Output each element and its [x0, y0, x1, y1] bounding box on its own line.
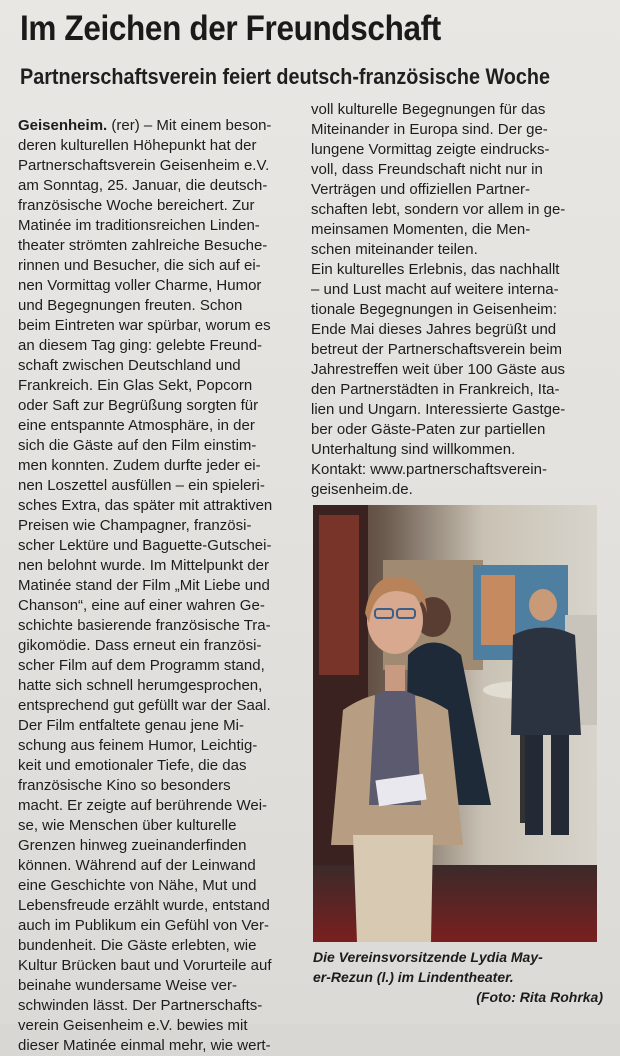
article-column-left: [18, 116, 306, 1056]
column-line: verein Geisenheim e.V. bewies mit: [18, 1017, 248, 1034]
column-line: den Partnerstädten in Frankreich, Ita-: [311, 381, 560, 398]
column-line: Miteinander in Europa sind. Der ge-: [311, 121, 548, 138]
column-line: dieser Matinée einmal mehr, wie wert-: [18, 1037, 271, 1054]
column-line: Grenzen hinweg zueinanderfinden: [18, 837, 247, 854]
subheadline: Partnerschaftsverein feiert deutsch-französische Woche: [20, 64, 551, 89]
column-line: scher Film auf dem Programm stand,: [18, 657, 265, 674]
column-line: schichte basierende französische Tra-: [18, 617, 271, 634]
column-line: Preisen wie Champagner, französi-: [18, 517, 252, 534]
column-line: men konnten. Zudem durfte jeder ei-: [18, 457, 261, 474]
column-line: Kontakt: www.partnerschaftsverein-: [311, 461, 547, 478]
caption-line: er-Rezun (l.) im Lindentheater.: [313, 969, 514, 985]
column-line: [18, 116, 306, 136]
column-line: nen belohnt wurde. Im Mittelpunkt der: [18, 557, 269, 574]
column-line: se, wie Menschen über kulturelle: [18, 817, 237, 834]
column-line: – und Lust macht auf weitere interna-: [311, 281, 559, 298]
column-line: nen Vormittag voller Charme, Humor: [18, 277, 262, 294]
column-line: Der Film entfaltete genau jene Mi-: [18, 717, 244, 734]
column-line: Ein kulturelles Erlebnis, das nachhallt: [311, 261, 560, 278]
column-line: schung aus feinem Humor, Leichtig-: [18, 737, 258, 754]
column-line: schwinden lässt. Der Partnerschafts-: [18, 997, 263, 1014]
column-line: betreut der Partnerschaftsverein beim: [311, 341, 562, 358]
column-line: sich die Gäste auf den Film einstim-: [18, 437, 257, 454]
column-line: am Sonntag, 25. Januar, die deutsch-: [18, 177, 268, 194]
article-column-right: [311, 100, 605, 500]
dateline: Geisenheim.: [18, 117, 108, 134]
column-line: geisenheim.de.: [311, 481, 413, 498]
right-column-lines: [311, 100, 605, 500]
column-line: auch im Publikum ein Gefühl von Ver-: [18, 917, 269, 934]
caption-line: Die Vereinsvorsitzende Lydia May-: [313, 949, 543, 965]
photo-caption: [313, 948, 603, 1007]
first-line-text: (rer) – Mit einem beson-: [107, 117, 272, 134]
column-line: bundenheit. Die Gäste erlebten, wie: [18, 937, 257, 954]
column-line: oder Saft zur Begrüßung sorgten für: [18, 397, 259, 414]
column-line: ber oder Gäste-Paten zur partiellen: [311, 421, 546, 438]
column-line: hatte sich schnell herumgesprochen,: [18, 677, 263, 694]
event-photo: [313, 505, 597, 942]
column-line: deren kulturellen Höhepunkt hat der: [18, 137, 257, 154]
column-line: schaften lebt, sondern vor allem in ge-: [311, 201, 566, 218]
column-line: Matinée im traditionsreichen Linden-: [18, 217, 260, 234]
column-line: eine entspannte Atmosphäre, in der: [18, 417, 255, 434]
column-line: schaft zwischen Deutschland und: [18, 357, 241, 374]
column-line: Ende Mai dieses Jahres begrüßt und: [311, 321, 557, 338]
column-line: Lebensfreude erzählt wurde, entstand: [18, 897, 270, 914]
column-line: Verträgen und offiziellen Partner-: [311, 181, 531, 198]
left-column-lines: [18, 136, 306, 1056]
column-line: und Begegnungen freuten. Schon: [18, 297, 243, 314]
column-line: französische Woche bereichert. Zur: [18, 197, 255, 214]
column-line: scher Lektüre und Baguette-Gutschei-: [18, 537, 272, 554]
column-line: schen miteinander teilen.: [311, 241, 478, 258]
headline: Im Zeichen der Freundschaft: [20, 9, 441, 48]
column-line: Frankreich. Ein Glas Sekt, Popcorn: [18, 377, 253, 394]
column-line: Matinée stand der Film „Mit Liebe und: [18, 577, 270, 594]
column-line: lien und Ungarn. Interessierte Gastge-: [311, 401, 566, 418]
column-line: entsprechend gut gefüllt war der Saal.: [18, 697, 271, 714]
column-line: Partnerschaftsverein Geisenheim e.V.: [18, 157, 270, 174]
column-line: können. Während auf der Leinwand: [18, 857, 256, 874]
column-line: gikomödie. Dass erneut ein französi-: [18, 637, 262, 654]
column-line: Jahrestreffen weit über 100 Gäste aus: [311, 361, 566, 378]
column-line: lungene Vormittag zeigte eindrucks-: [311, 141, 550, 158]
column-line: rinnen und Besucher, die sich auf ei-: [18, 257, 261, 274]
column-line: sches Extra, das später mit attraktiven: [18, 497, 273, 514]
column-line: Chanson“, eine auf einer wahren Ge-: [18, 597, 265, 614]
column-line: nen Loszettel ausfüllen – ein spieleri-: [18, 477, 265, 494]
column-line: beim Eintreten war spürbar, worum es: [18, 317, 271, 334]
column-line: voll kulturelle Begegnungen für das: [311, 101, 546, 118]
column-line: an diesem Tag ging: gelebte Freund-: [18, 337, 263, 354]
column-line: beinahe wundersame Weise ver-: [18, 977, 238, 994]
column-line: macht. Er zeigte auf berührende Wei-: [18, 797, 268, 814]
column-line: theater strömten zahlreiche Besuche-: [18, 237, 268, 254]
column-line: tionale Begegnungen in Geisenheim:: [311, 301, 558, 318]
column-line: Unterhaltung sind willkommen.: [311, 441, 516, 458]
column-line: meinsamen Momenten, die Men-: [311, 221, 531, 238]
column-line: französische Kino so besonders: [18, 777, 231, 794]
column-line: keit und emotionaler Tiefe, die das: [18, 757, 247, 774]
column-line: eine Geschichte von Nähe, Mut und: [18, 877, 257, 894]
column-line: Kultur Brücken baut und Vorurteile auf: [18, 957, 272, 974]
column-line: voll, dass Freundschaft nicht nur in: [311, 161, 543, 178]
photo-credit: (Foto: Rita Rohrka): [476, 989, 603, 1005]
